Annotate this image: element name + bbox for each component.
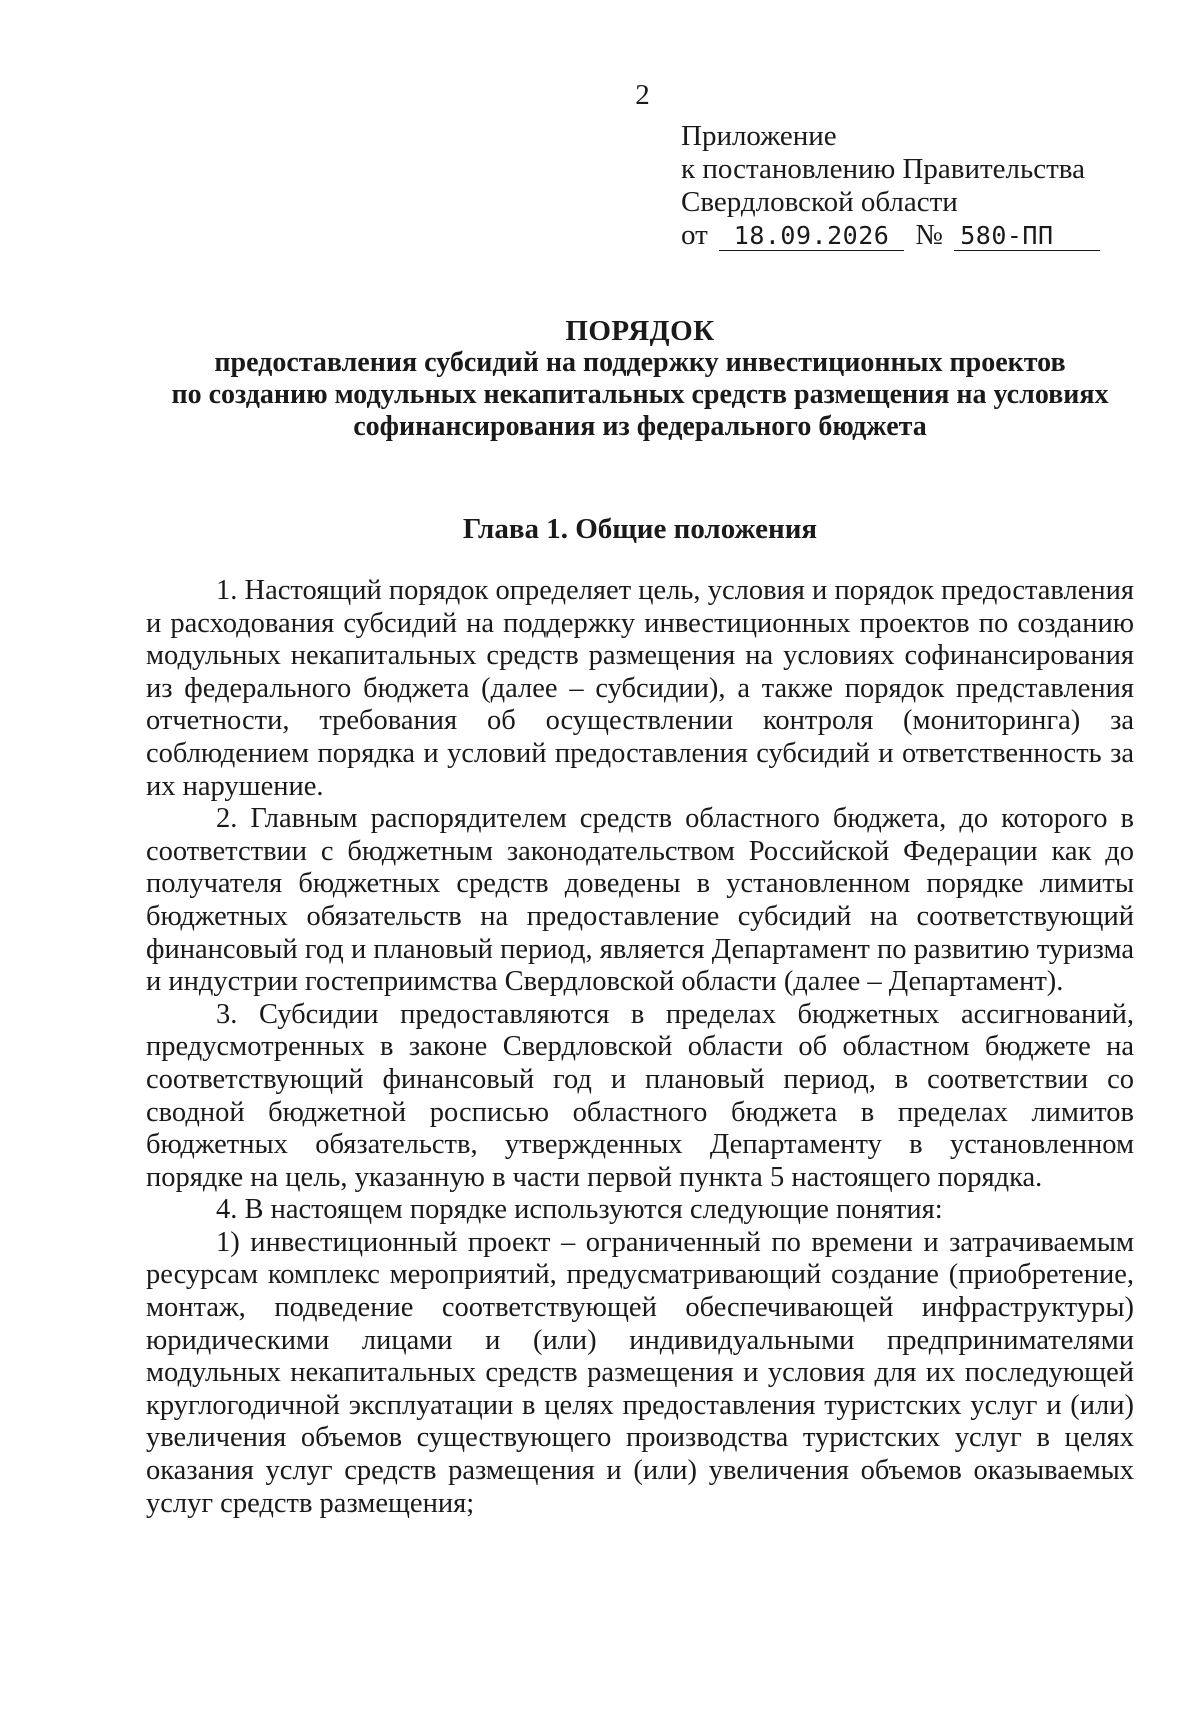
document-subtitle-line-3: софинансирования из федерального бюджета xyxy=(353,411,927,442)
document-subtitle-line-2: по созданию модульных некапитальных средств размещения на условиях xyxy=(171,379,1109,410)
appendix-line-1: Приложение xyxy=(681,120,837,152)
number-label: № xyxy=(915,219,943,251)
from-label: от xyxy=(681,219,708,251)
document-subtitle-line-1: предоставления субсидий на поддержку инвестиционных проектов xyxy=(214,347,1066,378)
page-number: 2 xyxy=(635,79,650,111)
paragraph-4-item-1: 1) инвестиционный проект – ограниченный по времени и затрачиваемым ресурсам комплекс мероприятий, предусматривающий создание (приобретение, монтаж, подведение соответствующей обеспечивающей инфраструктуры) юридическими лицами и (или) индивидуальными предпринимателями модульных некапитальных средств размещения и условия для их последующей круглогодичной эксплуатации в целях предоставления туристских услуг и (или) увеличения объемов существующего производства туристских услуг в целях оказания услуг средств размещения и (или) увеличения объемов оказываемых услуг средств размещения; xyxy=(146,1226,1134,1519)
paragraph-4: 4. В настоящем порядке используются следующие понятия: xyxy=(216,1194,943,1226)
appendix-block xyxy=(681,120,1100,252)
paragraph-3: 3. Субсидии предоставляются в пределах бюджетных ассигнований, предусмотренных в законе Свердловской области об областном бюджете на соответствующий финансовый год и плановый период, в соответствии со сводной бюджетной росписью областного бюджета в пределах лимитов бюджетных обязательств, утвержденных Департаменту в установленном порядке на цель, указанную в части первой пункта 5 настоящего порядка. xyxy=(146,998,1134,1193)
paragraph-1: 1. Настоящий порядок определяет цель, условия и порядок предоставления и расходования субсидий на поддержку инвестиционных проектов по созданию модульных некапитальных средств размещения на условиях софинансирования из федерального бюджета (далее – субсидии), а также порядок представления отчетности, требования об осуществлении контроля (мониторинга) за соблюдением порядка и условий предоставления субсидий и ответственность за их нарушение. xyxy=(146,575,1134,802)
chapter-heading: Глава 1. Общие положения xyxy=(462,513,818,545)
document-title-block xyxy=(150,315,1130,443)
decree-date: 18.09.2026 xyxy=(719,222,904,251)
document-body xyxy=(146,575,1134,1520)
paragraph-2: 2. Главным распорядителем средств областного бюджета, до которого в соответствии с бюджетным законодательством Российской Федерации как до получателя бюджетных средств доведены в установленном порядке лимиты бюджетных обязательств на предоставление субсидий на соответствующий финансовый год и плановый период, является Департамент по развитию туризма и индустрии гостеприимства Свердловской области (далее – Департамент). xyxy=(146,803,1134,998)
appendix-line-2: к постановлению Правительства xyxy=(681,153,1085,185)
decree-number: 580-ПП xyxy=(954,222,1100,251)
appendix-line-3: Свердловской области xyxy=(681,186,958,218)
appendix-date-line xyxy=(681,219,1100,252)
document-title: ПОРЯДОК xyxy=(565,315,715,347)
